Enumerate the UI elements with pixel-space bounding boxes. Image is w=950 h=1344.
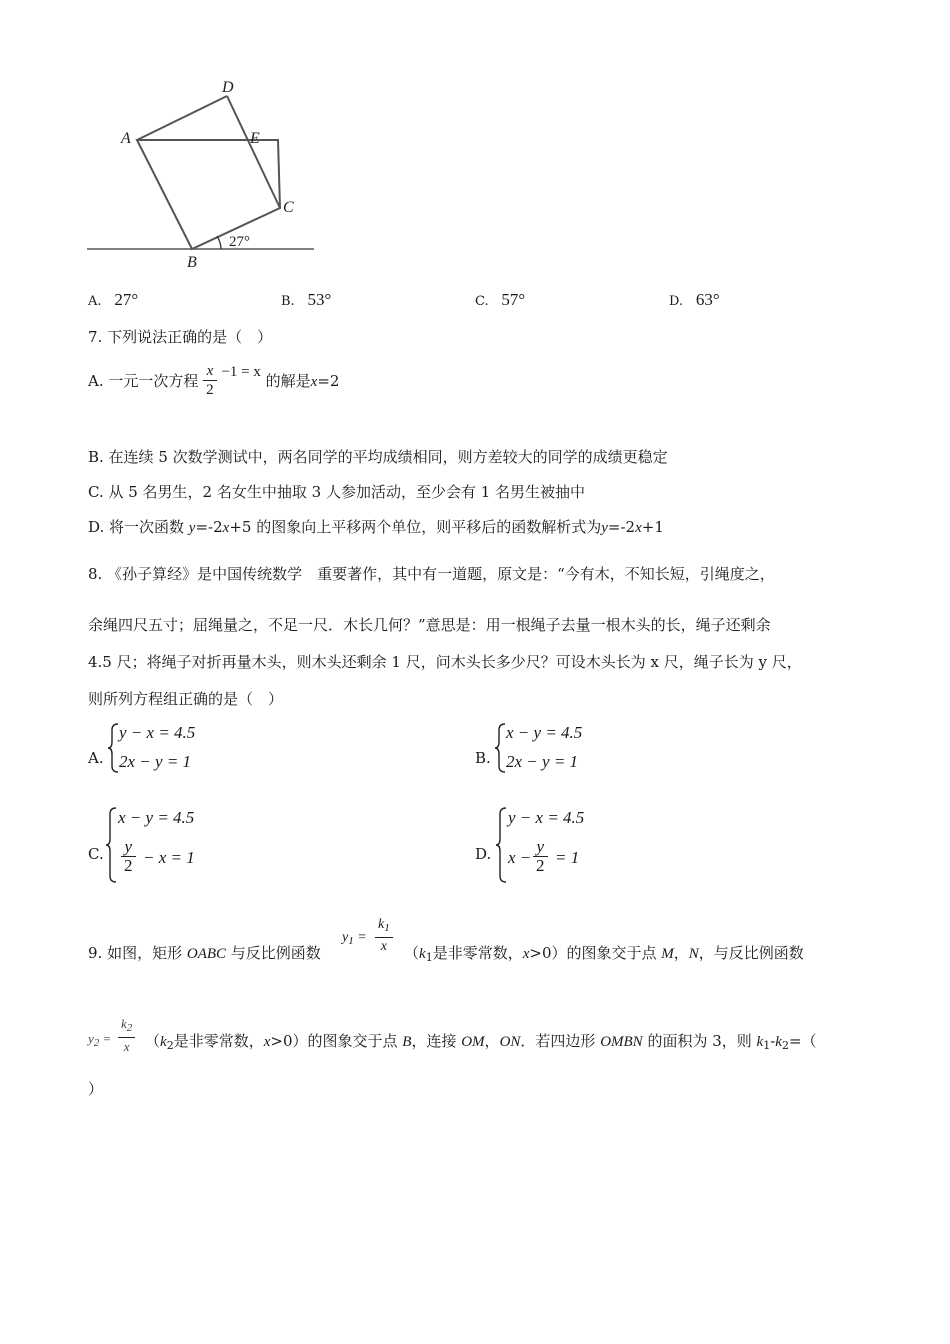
- q6-option-a: [88, 290, 138, 310]
- q9-line-1: [88, 912, 321, 972]
- q7-d-var-4: x: [635, 520, 642, 536]
- q9-line-3: ）: [88, 1080, 104, 1098]
- q9-l2-k1: k: [756, 1034, 764, 1050]
- q8-option-d-eq2-rest: = 1: [555, 848, 580, 867]
- q9-l2-k2: k: [160, 1034, 167, 1050]
- geometry-figure: [80, 70, 330, 275]
- q8-option-c-eq2-rest: − x = 1: [143, 848, 195, 867]
- q8-option-d-eq2-pre: x −: [508, 848, 532, 867]
- q8-option-c-frac-den: 2: [124, 856, 133, 875]
- q9-l2-c: >0）的图象交于点: [270, 1032, 403, 1050]
- q8-option-d-frac-num: y: [533, 838, 548, 857]
- q9-l2-i: =（: [788, 1032, 817, 1050]
- q7-d-var-1: y: [188, 520, 196, 536]
- q8-option-d-fraction: [533, 838, 548, 875]
- q9-frac-k2: [118, 1015, 135, 1056]
- q9-k2-var: k: [121, 1016, 127, 1031]
- q9-line-2: [145, 1030, 817, 1052]
- q9-paren1: （: [404, 944, 420, 962]
- q9-n: N: [688, 946, 699, 962]
- q9-l2-f: ．若四边形: [520, 1032, 601, 1050]
- q9-prefix: 9. 如图，矩形: [88, 944, 187, 962]
- q9-l2-k1-sub: 1: [763, 1039, 771, 1052]
- q9-k1-var: k: [378, 917, 385, 932]
- q9-l2-k2b: k: [775, 1034, 782, 1050]
- q7-a-suffix-value: =2: [317, 372, 340, 390]
- q9-frac-k1: [375, 916, 393, 956]
- q8-option-d-frac-den: 2: [536, 856, 545, 875]
- q7-d-text-2: =-2: [195, 518, 223, 536]
- angle-label: 27°: [229, 234, 250, 250]
- q9-l2-e: ，: [484, 1032, 500, 1050]
- q8-line-3: 4.5 尺；将绳子对折再量木头，则木头还剩余 1 尺，问木头长多少尺？可设木头长为 x 尺，绳子长为 y 尺，: [88, 653, 802, 671]
- q7-option-a: [88, 362, 339, 399]
- q8-option-c-fraction: [121, 838, 136, 875]
- q9-xgt: x: [522, 946, 530, 962]
- segment-ad: [137, 96, 227, 140]
- label-b: B: [187, 254, 197, 271]
- q7-d-text-5: +1: [641, 518, 664, 536]
- q9-y2: $y_2$ =: [88, 1031, 112, 1049]
- q8-option-d-eq1: y − x = 4.5: [508, 808, 585, 827]
- q8-line-2: 余绳四尺五寸；屈绳量之，不足一尺．木长几何？”意思是：用一根绳子去量一根木头的长，绳子还剩余: [88, 616, 771, 634]
- q9-k1-sub: 1: [384, 922, 390, 934]
- q9-l2-d: ，连接: [411, 1032, 462, 1050]
- square-abce: [137, 140, 280, 249]
- q6-option-c: [475, 290, 525, 310]
- label-c: C: [283, 199, 294, 216]
- q7-a-suffix: [266, 372, 340, 390]
- q7-a-suffix-text: 的解是: [265, 372, 311, 390]
- q7-d-text-1: D. 将一次函数: [88, 518, 189, 536]
- q6-option-d: [669, 290, 720, 310]
- q9-y1-var: y: [342, 930, 349, 945]
- q7-d-var-3: y: [601, 520, 608, 536]
- q8-option-a-eq2: 2x − y = 1: [119, 752, 192, 771]
- q6-option-d-letter: D.: [669, 294, 684, 309]
- q7-a-equation-rest: −1 = x: [221, 364, 261, 380]
- q6-option-b: [281, 290, 331, 310]
- q9-l2-x: x: [263, 1034, 271, 1050]
- label-e: E: [250, 130, 260, 147]
- q9-rest1: 是非零常数，: [432, 944, 523, 962]
- q6-option-b-value: 53°: [307, 290, 332, 309]
- q8-option-c-brace: [106, 806, 118, 884]
- q6-option-a-letter: A.: [88, 294, 102, 309]
- q9-l2-a: （: [145, 1032, 161, 1050]
- q7-option-c: C. 从 5 名男生，2 名女生中抽取 3 人参加活动，至少会有 1 名男生被抽中: [88, 483, 586, 501]
- q9-line-1-rest: [404, 942, 804, 964]
- q7-option-b: B. 在连续 5 次数学测试中，两名同学的平均成绩相同，则方差较大的同学的成绩更稳定: [88, 448, 668, 466]
- q9-l2-k2-sub: 2: [166, 1039, 174, 1052]
- q9-l2-b-point: B: [402, 1034, 412, 1050]
- q9-l2-on: ON: [499, 1034, 521, 1050]
- q7-a-suffix-var: x: [310, 374, 318, 390]
- q9-l2-h: -: [770, 1032, 776, 1050]
- q9-frac-k1-den: x: [380, 939, 387, 954]
- q7-a-fraction: [203, 362, 217, 399]
- q7-d-text-3: +5 的图象向上平移两个单位，则平移后的函数解析式为: [229, 518, 602, 536]
- q7-a-frac-num: x: [203, 362, 217, 381]
- q8-option-c-letter: C.: [88, 845, 104, 863]
- q6-option-c-value: 57°: [501, 290, 526, 309]
- q9-frac-k1-num: [375, 916, 393, 938]
- q9-y2-sub: 2: [93, 1037, 100, 1049]
- q9-k1b: k: [419, 946, 426, 962]
- q8-option-c-eq1: x − y = 4.5: [118, 808, 195, 827]
- label-d: D: [222, 79, 234, 96]
- q8-option-a-eq1: y − x = 4.5: [119, 723, 196, 742]
- q7-a-prefix: A. 一元一次方程: [88, 372, 199, 390]
- q9-mid1: 与反比例函数: [226, 944, 321, 962]
- q9-k1b-sub: 1: [425, 951, 433, 964]
- q9-frac-k2-den: x: [123, 1039, 130, 1054]
- q9-m: M: [661, 946, 674, 962]
- label-a: A: [121, 130, 131, 147]
- q9-oabc: OABC: [186, 946, 227, 962]
- q8-option-b-letter: B.: [475, 749, 491, 767]
- q8-option-b-eq1: x − y = 4.5: [506, 723, 583, 742]
- q9-l2-om: OM: [461, 1034, 485, 1050]
- q9-frac-k2-num: [118, 1015, 135, 1038]
- q9-l2-k2b-sub: 2: [781, 1039, 789, 1052]
- q6-option-a-value: 27°: [114, 290, 139, 309]
- q9-l2-ombn: OMBN: [600, 1034, 643, 1050]
- q8-option-a-letter: A.: [88, 749, 104, 767]
- q9-l2-g: 的面积为 3，则: [642, 1032, 757, 1050]
- angle-arc: [217, 236, 221, 249]
- q8-option-d-letter: D.: [475, 845, 492, 863]
- q8-line-1: 8. 《孙子算经》是中国传统数学 重要著作，其中有一道题，原文是：“今有木，不知长短，引绳度之，: [88, 565, 775, 583]
- q9-comma: ，: [673, 944, 689, 962]
- q9-y1: $y_1$ =: [342, 930, 367, 947]
- q7-option-d: [88, 516, 664, 537]
- q6-option-c-letter: C.: [475, 294, 489, 309]
- q7-d-text-4: =-2: [607, 518, 636, 536]
- q8-option-d-brace: [496, 806, 508, 884]
- q9-k2-sub: 2: [126, 1022, 133, 1034]
- q8-option-c-frac-num: y: [121, 838, 136, 857]
- q9-y1-sub: 1: [348, 935, 354, 947]
- q9-gt: >0）的图象交于点: [529, 944, 662, 962]
- q7-stem: 7. 下列说法正确的是（ ）: [88, 328, 273, 346]
- q6-option-b-letter: B.: [281, 294, 295, 309]
- q7-a-frac-den: 2: [206, 382, 214, 398]
- q8-line-4: 则所列方程组正确的是（ ）: [88, 690, 284, 708]
- q9-l2-b: 是非零常数，: [173, 1032, 264, 1050]
- q8-option-b-eq2: 2x − y = 1: [506, 752, 579, 771]
- segment-dc: [227, 96, 280, 208]
- q6-option-d-value: 63°: [695, 290, 720, 309]
- q9-y2-var: y: [88, 1031, 94, 1046]
- q7-d-var-2: x: [222, 520, 230, 536]
- q9-rest2: ，与反比例函数: [698, 944, 804, 962]
